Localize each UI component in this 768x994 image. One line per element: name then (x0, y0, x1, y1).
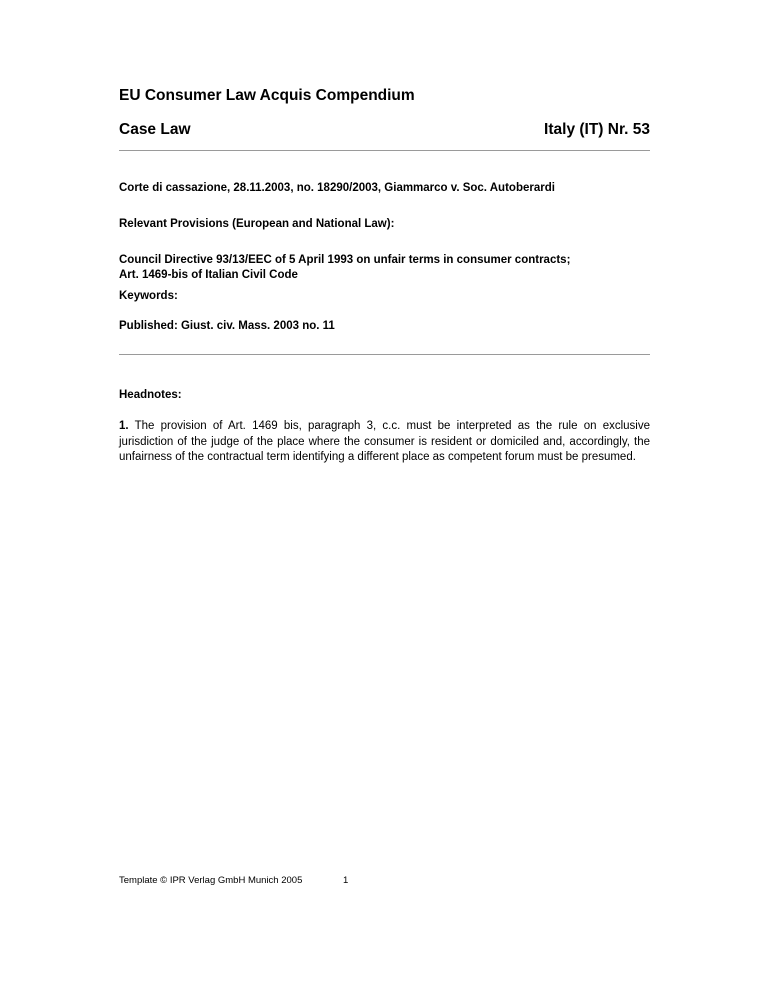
provisions-label: Relevant Provisions (European and National Law): (119, 218, 395, 230)
case-number: Italy (IT) Nr. 53 (544, 121, 650, 138)
section-label: Case Law (119, 121, 191, 138)
divider-top (119, 150, 650, 151)
headnote-text: The provision of Art. 1469 bis, paragraph 3, c.c. must be interpreted as the rule on exclusive jurisdiction of the judge of the place where the consumer is resident or domiciled and, accordingly, the unfairness of the contractual term identifying a different place as competent forum must be presumed. (119, 420, 650, 463)
keywords-label: Keywords: (119, 290, 178, 302)
headnote-item (119, 419, 650, 466)
footer-template-notice: Template © IPR Verlag GmbH Munich 2005 (119, 875, 303, 886)
case-citation: Corte di cassazione, 28.11.2003, no. 18290/2003, Giammarco v. Soc. Autoberardi (119, 182, 555, 194)
published-info: Published: Giust. civ. Mass. 2003 no. 11 (119, 320, 335, 332)
provisions-line-2: Art. 1469-bis of Italian Civil Code (119, 269, 298, 281)
provisions-line-1: Council Directive 93/13/EEC of 5 April 1993 on unfair terms in consumer contracts; (119, 254, 571, 266)
headnote-number: 1. (119, 420, 129, 432)
page-number: 1 (343, 875, 349, 886)
divider-middle (119, 354, 650, 355)
provisions-body (119, 253, 650, 283)
headnotes-label: Headnotes: (119, 389, 182, 401)
document-title: EU Consumer Law Acquis Compendium (119, 87, 415, 104)
